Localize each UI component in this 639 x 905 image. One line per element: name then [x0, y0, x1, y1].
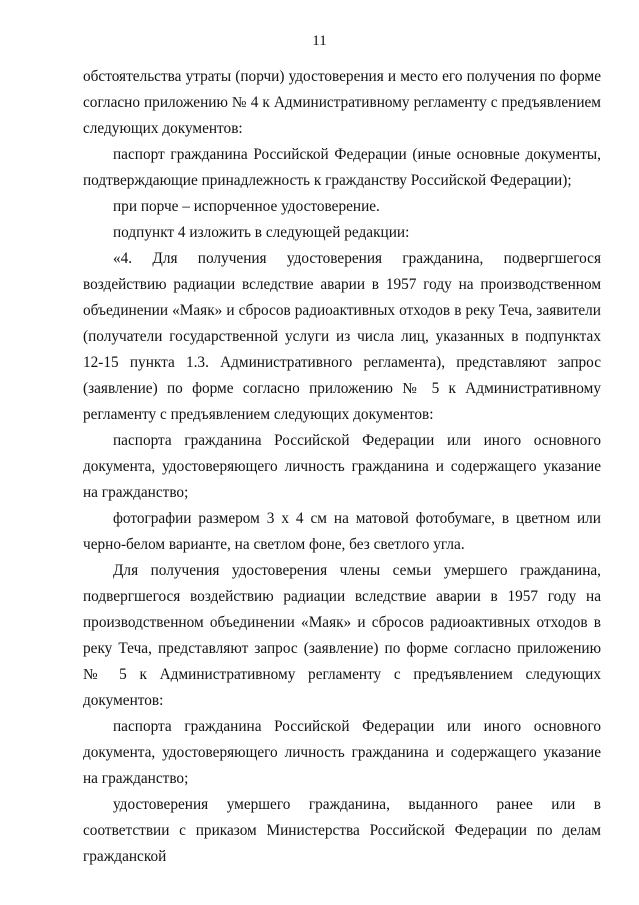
paragraph-photo-requirement: фотографии размером 3 х 4 см на матовой фотобумаге, в цветном или черно-белом варианте, на светлом фоне, без светлого угла. [83, 510, 601, 553]
page-number: 11 [312, 33, 327, 49]
paragraph-deceased-certificate: удостоверения умершего гражданина, выданного ранее или в соответствии с приказом Министерства Российской Федерации по делам гражданской [83, 796, 601, 865]
paragraph-damaged-certificate: при порче – испорченное удостоверение. [113, 198, 380, 215]
paragraph-passport-requirement: паспорт гражданина Российской Федерации (иные основные документы, подтверждающие принадлежность к гражданству Российской Федерации); [83, 146, 601, 189]
paragraph-passport-document: паспорта гражданина Российской Федерации или иного основного документа, удостоверяющего личность гражданина и содержащего указание на гражданство; [83, 432, 601, 501]
paragraph-loss-circumstances: обстоятельства утраты (порчи) удостоверения и место его получения по форме согласно приложению № 4 к Административному регламенту с предъявлением следующих документов: [83, 68, 601, 137]
paragraph-passport-document-family: паспорта гражданина Российской Федерации или иного основного документа, удостоверяющего личность гражданина и содержащего указание на гражданство; [83, 718, 601, 787]
document-body [83, 64, 601, 870]
paragraph-subclause-4-intro: подпункт 4 изложить в следующей редакции: [113, 224, 410, 241]
paragraph-clause-4-text: «4. Для получения удостоверения гражданина, подвергшегося воздействию радиации вследствие аварии в 1957 году на производственном объединении «Маяк» и сбросов радиоактивных отходов в реку Теча, заявители (получатели государственной услуги из числа лиц, указанных в подпунктах 12-15 пункта 1.3. Административного регламента), представляют запрос (заявление) по форме согласно приложению № 5 к Административному регламенту с предъявлением следующих документов: [83, 250, 601, 423]
paragraph-family-members: Для получения удостоверения члены семьи умершего гражданина, подвергшегося воздействию радиации вследствие аварии в 1957 году на производственном объединении «Маяк» и сбросов радиоактивных отходов в реку Теча, представляют запрос (заявление) по форме согласно приложению № 5 к Административному регламенту с предъявлением следующих документов: [83, 562, 601, 709]
